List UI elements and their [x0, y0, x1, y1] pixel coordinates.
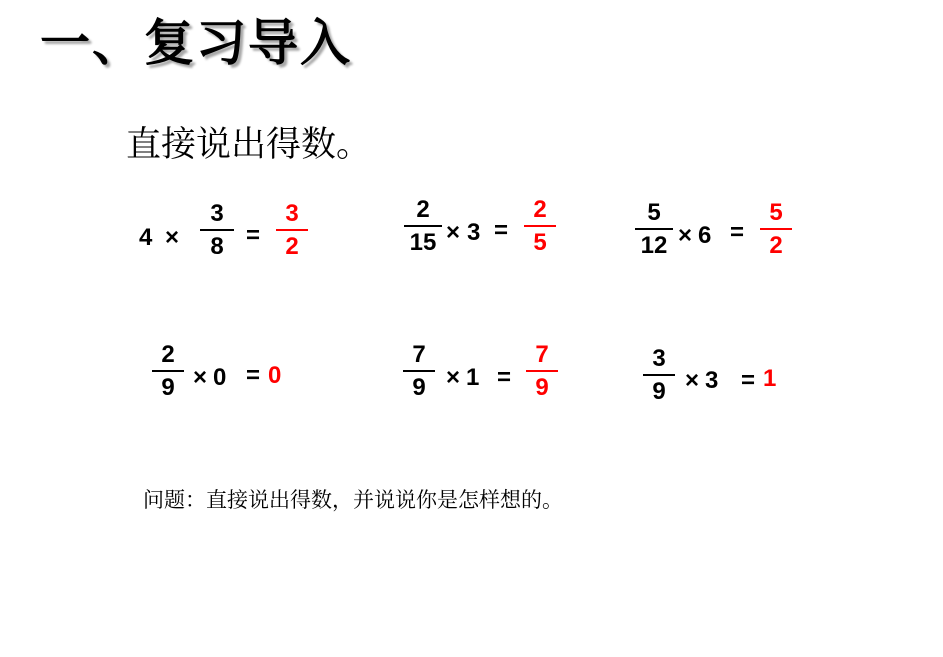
answer-denominator: 2	[285, 233, 299, 260]
answer-fraction-bar	[760, 228, 792, 230]
answer-fraction	[760, 199, 792, 259]
fraction-bar	[403, 370, 435, 372]
factor: 3	[467, 219, 481, 246]
fraction-bar	[404, 225, 442, 227]
answer-numerator: 3	[285, 200, 299, 227]
numerator: 3	[210, 200, 224, 227]
answer-fraction	[276, 200, 308, 260]
times-sign: ×	[446, 219, 461, 246]
fraction-bar	[152, 370, 184, 372]
fraction-bar	[635, 228, 673, 230]
answer-fraction	[524, 196, 556, 256]
fraction	[403, 341, 435, 401]
fraction-bar	[200, 229, 234, 231]
factor: 1	[466, 364, 480, 391]
denominator: 15	[409, 229, 437, 256]
numerator: 2	[416, 196, 430, 223]
slide-title: 一、复习导入	[40, 14, 352, 72]
fraction	[404, 196, 442, 256]
answer-fraction-bar	[526, 370, 558, 372]
factor: 3	[705, 367, 719, 394]
question-text: 问题：直接说出得数，并说说你是怎样想的。	[143, 488, 563, 512]
fraction-bar	[643, 374, 675, 376]
fraction	[152, 341, 184, 401]
times-sign: ×	[678, 222, 693, 249]
equals-sign: =	[497, 364, 512, 391]
answer-denominator: 9	[535, 374, 549, 401]
times-sign: ×	[193, 364, 208, 391]
factor: 6	[698, 222, 712, 249]
times-sign: ×	[685, 367, 700, 394]
answer-numerator: 5	[769, 199, 783, 226]
denominator: 8	[210, 233, 224, 260]
answer-fraction	[526, 341, 558, 401]
times-sign: ×	[165, 224, 180, 251]
denominator: 12	[640, 232, 668, 259]
numerator: 7	[412, 341, 426, 368]
answer-denominator: 2	[769, 232, 783, 259]
whole-number: 4	[139, 224, 153, 251]
times-sign: ×	[446, 364, 461, 391]
equals-sign: =	[246, 222, 261, 249]
numerator: 3	[652, 345, 666, 372]
equals-sign: =	[246, 362, 261, 389]
equals-sign: =	[741, 367, 756, 394]
answer-numerator: 2	[533, 196, 547, 223]
answer-value: 1	[763, 365, 777, 392]
answer-fraction-bar	[276, 229, 308, 231]
fraction	[200, 200, 234, 260]
answer-value: 0	[268, 362, 282, 389]
denominator: 9	[161, 374, 175, 401]
equals-sign: =	[494, 217, 509, 244]
instruction-text: 直接说出得数。	[126, 125, 372, 165]
equals-sign: =	[730, 219, 745, 246]
fraction	[635, 199, 673, 259]
denominator: 9	[412, 374, 426, 401]
numerator: 5	[647, 199, 661, 226]
answer-numerator: 7	[535, 341, 549, 368]
answer-fraction-bar	[524, 225, 556, 227]
denominator: 9	[652, 378, 666, 405]
factor: 0	[213, 364, 227, 391]
answer-denominator: 5	[533, 229, 547, 256]
fraction	[643, 345, 675, 405]
numerator: 2	[161, 341, 175, 368]
